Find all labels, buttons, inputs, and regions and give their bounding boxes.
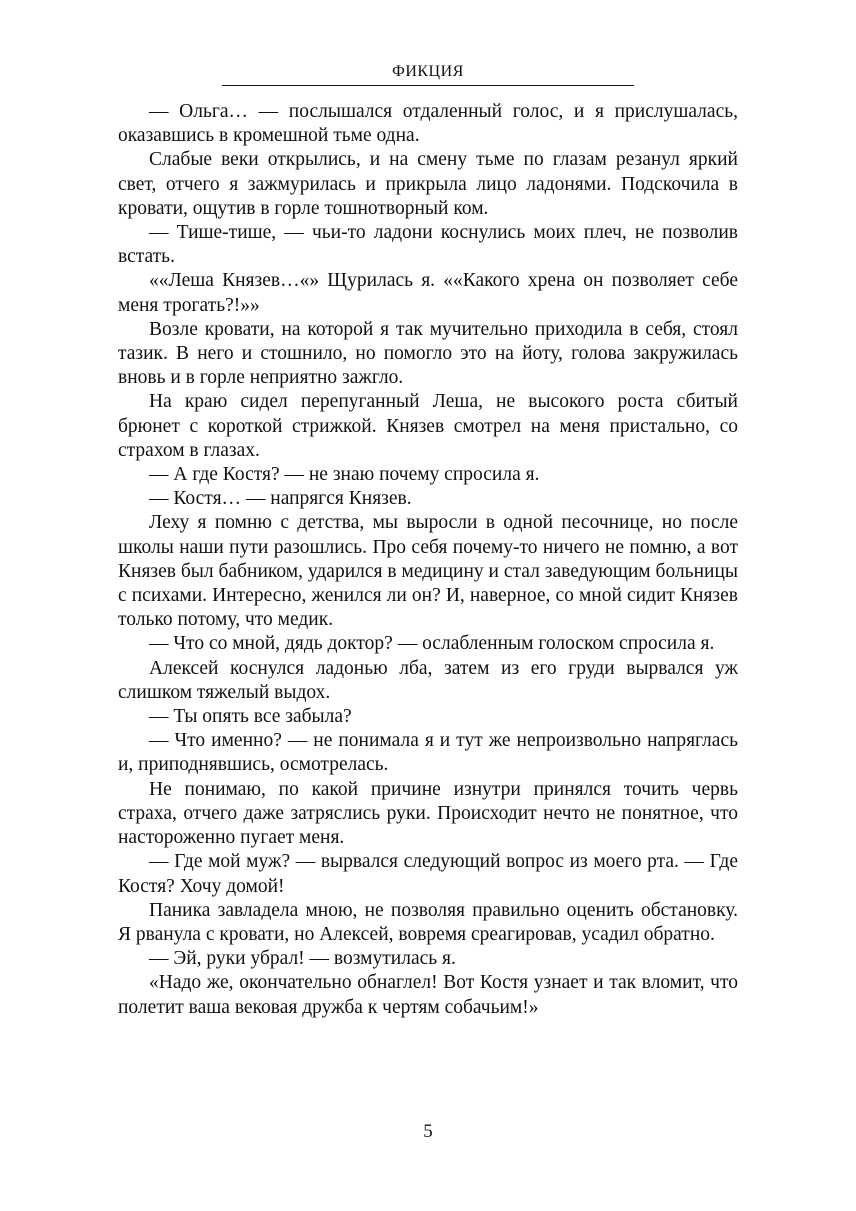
paragraph: Паника завладела мною, не позволяя правильно оценить обстановку. Я рванула с кровати, но Алексей, вовремя среагировав, усадил обратно. bbox=[118, 899, 738, 945]
paragraph: «Надо же, окончательно обнаглел! Вот Костя узнает и так вломит, что полетит ваша вековая дружба к чертям собачьим!» bbox=[118, 972, 738, 1018]
paragraph: — Где мой муж? — вырвался следующий вопрос из моего рта. — Где Костя? Хочу домой! bbox=[118, 851, 738, 897]
paragraph: Возле кровати, на которой я так мучительно приходила в себя, стоял тазик. В него и стошнило, но помогло это на йоту, голова закружилась вновь и в горле неприятно зажгло. bbox=[118, 318, 738, 389]
paragraph: — Костя… — напрягся Князев. bbox=[149, 488, 412, 510]
paragraph: Леху я помню с детства, мы выросли в одной песочнице, но после школы наши пути разошлись. Про себя почему-то ничего не помню, а вот Князев был бабником, ударился в медицину и стал заведующим больницы с психами. Интересно, женился ли он? И, наверное, со мной сидит Князев только потому, что медик. bbox=[118, 512, 738, 631]
paragraph: ««Леша Князев…«» Щурилась я. ««Какого хрена он позволяет себе меня трогать?!»» bbox=[118, 270, 738, 316]
paragraph: Алексей коснулся ладонью лба, затем из его груди вырвался уж слишком тяжелый выдох. bbox=[118, 657, 738, 703]
paragraph: — Тише-тише, — чьи-то ладони коснулись моих плеч, не позволив встать. bbox=[118, 222, 738, 268]
paragraph: — Эй, руки убрал! — возмутилась я. bbox=[149, 948, 456, 970]
running-head: ФИКЦИЯ bbox=[392, 63, 464, 80]
body-text bbox=[118, 100, 738, 1020]
paragraph: Не понимаю, по какой причине изнутри принялся точить червь страха, отчего даже затряслись руки. Происходит нечто не понятное, что настороженно пугает меня. bbox=[118, 778, 738, 849]
header-rule bbox=[222, 85, 634, 86]
paragraph: — Ольга… — послышался отдаленный голос, и я прислушалась, оказавшись в кромешной тьме одна. bbox=[118, 101, 738, 147]
paragraph: Слабые веки открылись, и на смену тьме по глазам резанул яркий свет, отчего я зажмурилась и прикрыла лицо ладонями. Подскочила в кровати, ощутив в горле тошнотворный ком. bbox=[118, 149, 738, 219]
paragraph: — А где Костя? — не знаю почему спросила я. bbox=[149, 464, 540, 486]
paragraph: — Что со мной, дядь доктор? — ослабленным голоском спросила я. bbox=[149, 633, 715, 655]
paragraph: — Что именно? — не понимала я и тут же непроизвольно напряглась и, приподнявшись, осмотрелась. bbox=[118, 730, 738, 776]
paragraph: — Ты опять все забыла? bbox=[149, 706, 352, 728]
page-number: 5 bbox=[423, 1121, 433, 1142]
paragraph: На краю сидел перепуганный Леша, не высокого роста сбитый брюнет с короткой стрижкой. Князев смотрел на меня пристально, со страхом в глазах. bbox=[118, 391, 738, 461]
